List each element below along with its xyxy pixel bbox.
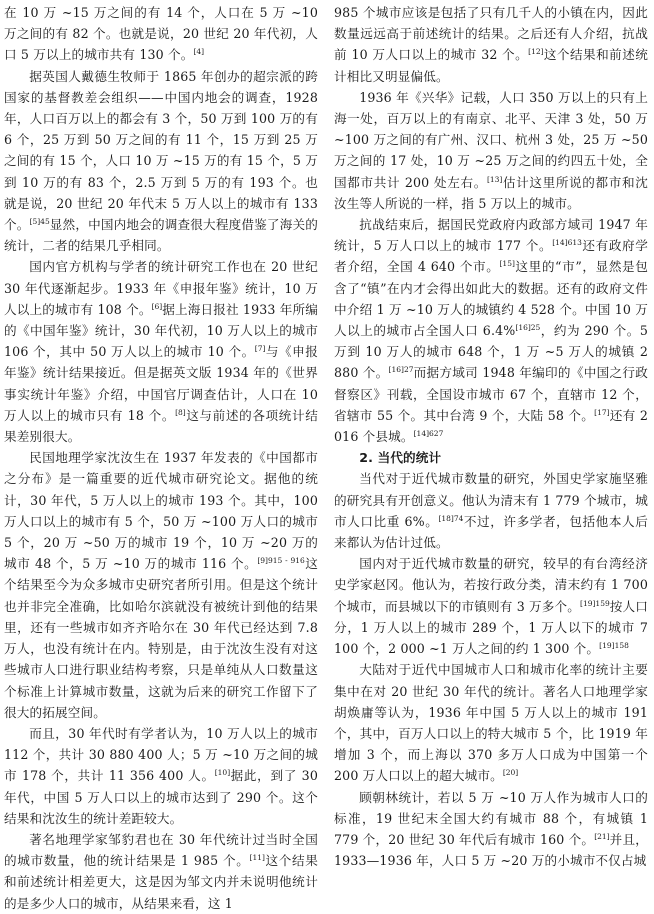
paragraph <box>334 468 648 553</box>
citation-ref: [19]158 <box>599 640 629 650</box>
text-run: 与《申报年鉴》统计结果接近。但是据英文版 1934 年的《世界事实统计年鉴》介绍，中国官厅调查估计，人口在 10 万人以上的城市只有 18 个。 <box>4 344 318 423</box>
text-run: 不过，许多学者，包括他本人后来都认为估计过低。 <box>334 513 648 551</box>
text-run: 按人口分，1 万人以上的城市 289 个，1 万人以下的城市 7 100 个，2 000 ~1 万人之间的约 1 300 个。 <box>334 598 649 657</box>
text-run: 而据方域司 1948 年编印的《中国之行政督察区》刊载，全国设市城市 67 个，直辖市 12 个，省辖市 55 个。其中台湾 9 个，大陆 58 个。 <box>334 365 648 423</box>
citation-ref: [10] <box>214 768 231 778</box>
citation-ref: [7] <box>254 344 266 354</box>
text-run: 显然，中国内地会的调查很大程度借鉴了海关的统计，二者的结果几乎相同。 <box>4 217 318 254</box>
citation-ref: [12] <box>528 47 544 57</box>
citation-ref: [4] <box>193 47 205 57</box>
citation-ref: [18]74 <box>438 513 464 523</box>
paragraph <box>4 2 318 66</box>
text-run: 还有 2 016 个县城。 <box>334 407 648 445</box>
text-run: 国内对于近代城市数量的研究，较早的有台湾经济史学家赵冈。他认为，若按行政分类，清末约有 1 700 个城市，而县城以下的市镇则有 3 万多个。 <box>334 556 648 614</box>
citation-ref: [13] <box>486 174 503 184</box>
citation-ref: [16]27 <box>388 365 414 375</box>
citation-ref: [14]613 <box>552 238 582 248</box>
text-run: 据英国人戴德生牧师于 1865 年创办的超宗派的跨国家的基督教差会组织——中国内地会的调查，1928 年，人口百万以上的都会有 3 个，50 万到 100 万的有 6 个，25 万到 50 万之间的有 11 个，15 万到 25 万之间的有 15 个，人口 10 万 ~15 万的有 15 个，5 万到 10 万的有 83 个，2.5 万到 5 万的有 193 个。也就是说，20 世纪 20 年代末 5 万人以上的城市有 133 个。 <box>4 68 318 233</box>
text-run: 据上海日报社 1933 年所编的《中国年鉴》统计，30 年代初，10 万人以上的城市 106 个，其中 50 万人以上的城市 10 个。 <box>4 301 318 360</box>
paragraph <box>334 214 648 447</box>
text-run: 民国地理学家沈汝生在 1937 年发表的《中国都市之分布》是一篇重要的近代城市研究论文。据他的统计，30 年代，5 万人以上的城市 193 个。其中，100 万人口以上的城市有 5 个，50 万 ~100 万人口的城市 5 个，20 万 ~50 万的城市 19 个，10 万 ~20 万的城市 48 个，5 万 ~10 万的城市 116 个。 <box>4 450 318 572</box>
citation-ref: [19]159 <box>580 598 610 608</box>
text-run: 在 10 万 ~15 万之间的有 14 个，人口在 5 万 ~10 万之间的有 82 个。也就是说，20 世纪 20 年代初，人口 5 万以上的城市共有 130 个。 <box>4 5 318 63</box>
citation-ref: [16]25 <box>515 322 541 332</box>
text-run: 顾朝林统计，若以 5 万 ~10 万人作为城市人口的标准，19 世纪末全国大约有城市 88 个，有城镇 1 779 个，20 世纪 30 年代后有城市 160 个。 <box>334 789 648 847</box>
text-run: 并且，1933—1936 年，人口 5 万 ~20 万的小城市不仅占城 <box>334 831 648 869</box>
citation-ref: [17] <box>594 407 610 417</box>
text-run: 这个结果和前述统计相差更大，这是因为邹文内并未说明他统计的是多少人口的城市，从结果来看，这 1 <box>4 853 318 911</box>
text-run: 而且，30 年代时有学者认为，10 万人以上的城市 112 个，共计 30 880 400 人；5 万 ~10 万之间的城市 178 个，共计 11 356 400 人。 <box>4 725 318 784</box>
text-run: 这个结果和前述统计相比又明显偏低。 <box>334 47 648 84</box>
paragraph <box>4 66 318 257</box>
citation-ref: [14]627 <box>413 428 444 438</box>
citation-ref: [8] <box>175 407 186 417</box>
right-text-column <box>334 2 648 871</box>
text-run: 著名地理学家邹豹君也在 30 年代统计过当时全国的城市数量，他的统计结果是 1 985 个。 <box>4 831 318 869</box>
paragraph <box>334 87 648 214</box>
paragraph <box>334 553 648 659</box>
paragraph <box>334 659 648 786</box>
left-text-column <box>4 2 318 914</box>
citation-ref: [6] <box>151 301 163 311</box>
citation-ref: [15] <box>499 259 515 269</box>
citation-ref: [9]915 - 916 <box>257 556 305 566</box>
text-run: 当代对于近代城市数量的研究，外国史学家施坚雅的研究具有开创意义。他认为清末有 1 779 个城市，城市人口比重 6%。 <box>334 471 648 529</box>
citation-ref: [11] <box>249 852 265 862</box>
text-run: 这与前述的各项统计结果差别很大。 <box>4 407 318 445</box>
section-heading: 2. 当代的统计 <box>359 450 442 466</box>
text-run: 大陆对于近代中国城市人口和城市化率的统计主要集中在对 20 世纪 30 年代的统计。著名人口地理学家胡焕庸等认为，1936 年中国 5 万人以上的城市 191 个，其中，百万人口以上的特大城市 5 个，比 1919 年增加 3 个，而上海以 370 多万人口成为中国第一个 200 万人口以上的超大城市。 <box>334 662 648 784</box>
text-run: 据此，到了 30 年代，中国 5 万人口以上的城市达到了 290 个。这个结果和沈汝生的统计差距较大。 <box>4 768 318 826</box>
paragraph <box>4 829 318 914</box>
text-run: 抗战结束后，据国民党政府内政部方域司 1947 年统计，5 万人口以上的城市 177 个。 <box>334 217 648 254</box>
text-run: 985 个城市应该是包括了只有几千人的小镇在内，因此数量远远高于前述统计的结果。之后还有人介绍，抗战前 10 万人口以上的城市 32 个。 <box>334 5 648 63</box>
text-run: 国内官方机构与学者的统计研究工作也在 20 世纪 30 年代逐渐起步。1933 年《申报年鉴》统计，10 万人以上的城市有 108 个。 <box>4 259 318 317</box>
text-run: 这个结果至今为众多城市史研究者所引用。但是这个统计也并非完全准确，比如哈尔滨就没有被统计到他的结果里，还有一些城市如齐齐哈尔在 30 年代已经达到 7.8 万人，也没有统计在内。特别是，由于沈汝生没有对这些城市人口进行职业结构考察，只是单纯从人口数量这个标准上计算城市数量，这就为后来的研究工作留下了很大的拓展空间。 <box>4 556 319 720</box>
text-run: 估计这里所说的都市和沈汝生等人所说的一样，指 5 万以上的城市。 <box>334 174 648 211</box>
text-run: 这里的“市”，显然是包含了“镇”在内才会得出如此大的数据。还有的政府文件中介绍 1 万 ~10 万人的城镇约 4 528 个。中国 10 万人以上的城市占全国人口 6.4% <box>334 259 648 339</box>
citation-ref: [21] <box>594 831 610 841</box>
paragraph <box>334 787 648 872</box>
paragraph <box>4 447 318 723</box>
paragraph <box>4 256 318 447</box>
text-run: ，约为 290 个。5 万到 10 万人的城市 648 个，1 万 ~5 万人的城镇 2 880 个。 <box>334 323 648 381</box>
paragraph <box>334 2 648 87</box>
citation-ref: [5]45 <box>29 216 50 226</box>
paragraph <box>4 723 318 829</box>
text-run: 还有政府学者介绍，全国 4 640 个市。 <box>334 238 649 275</box>
text-run: 1936 年《兴华》记载，人口 350 万以上的只有上海一处，百万以上的有南京、北平、天津 3 处，50 万 ~100 万之间的有广州、汉口、杭州 3 处，25 万 ~50 万之间的 17 处，10 万 ~25 万之间的约四五十处，全国都市共计 200 处左右。 <box>334 89 648 190</box>
citation-ref: [20] <box>502 768 519 778</box>
